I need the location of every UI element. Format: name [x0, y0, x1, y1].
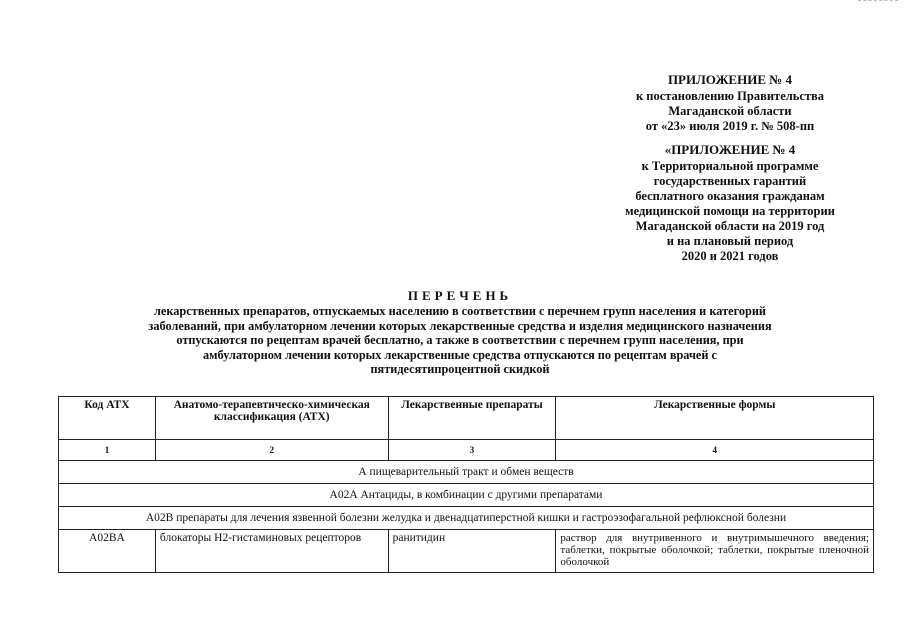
appendix-line: 2020 и 2021 годов: [681, 249, 779, 263]
subtitle-line: амбулаторном лечении которых лекарственные средства отпускаются по рецептам врачей с: [203, 347, 717, 362]
column-number: 1: [59, 440, 156, 461]
subtitle-line: отпускаются по рецептам врачей бесплатно, а также в соответствии с перечнем групп населения, при: [176, 333, 744, 347]
column-number: 3: [388, 440, 556, 461]
cell-code: A02BA: [59, 530, 156, 573]
group-label: А пищеварительный тракт и обмен веществ: [59, 461, 874, 484]
column-number-row: [59, 440, 874, 461]
header-code: Код АТХ: [59, 397, 156, 440]
cell-forms: раствор для внутривенного и внутримышечного введения; таблетки, покрытые оболочкой; таблетки, покрытые пленочной оболочкой: [556, 530, 874, 573]
group-row: [59, 484, 874, 507]
group-label: А02В препараты для лечения язвенной болезни желудка и двенадцатиперстной кишки и гастроэзофагальной рефлюксной болезни: [59, 507, 874, 530]
drug-list-table: [58, 396, 874, 573]
column-number: 4: [556, 440, 874, 461]
appendix-line: от «23» июля 2019 г. № 508-пп: [645, 119, 815, 133]
table-header-row: [59, 397, 874, 440]
group-row: [59, 507, 874, 530]
table-row: [59, 530, 874, 573]
header-classification: Анатомо-терапевтическо-химическая классификация (АТХ): [155, 397, 388, 440]
appendix-header: [590, 72, 870, 264]
appendix-line: медицинской помощи на территории: [625, 204, 835, 218]
appendix-line: и на плановый период: [666, 234, 794, 248]
appendix-line: государственных гарантий: [653, 174, 807, 188]
cell-classification: блокаторы Н2-гистаминовых рецепторов: [155, 530, 388, 573]
document-title: ПЕРЕЧЕНЬ: [407, 288, 513, 303]
document-subtitle: [70, 304, 850, 377]
group-label: А02А Антациды, в комбинации с другими препаратами: [59, 484, 874, 507]
appendix-title: ПРИЛОЖЕНИЕ № 4: [667, 72, 793, 87]
appendix-title-2: «ПРИЛОЖЕНИЕ № 4: [664, 142, 796, 157]
column-number: 2: [155, 440, 388, 461]
cell-drug: ранитидин: [388, 530, 556, 573]
appendix-line: к постановлению Правительства: [635, 89, 825, 103]
subtitle-line: пятидесятипроцентной скидкой: [370, 362, 550, 376]
subtitle-line: заболеваний, при амбулаторном лечении которых лекарственные средства и изделия медицинского назначения: [148, 318, 772, 333]
header-drugs: Лекарственные препараты: [388, 397, 556, 440]
appendix-line: бесплатного оказания гражданам: [635, 189, 825, 203]
header-forms: Лекарственные формы: [556, 397, 874, 440]
appendix-line: Магаданской области на 2019 год: [635, 219, 825, 233]
group-row: [59, 461, 874, 484]
appendix-line: Магаданской области: [668, 104, 792, 118]
subtitle-line: лекарственных препаратов, отпускаемых населению в соответствии с перечнем групп населения и категорий: [153, 304, 766, 318]
scan-mark: [858, 0, 898, 1]
appendix-line: к Территориальной программе: [641, 159, 819, 173]
